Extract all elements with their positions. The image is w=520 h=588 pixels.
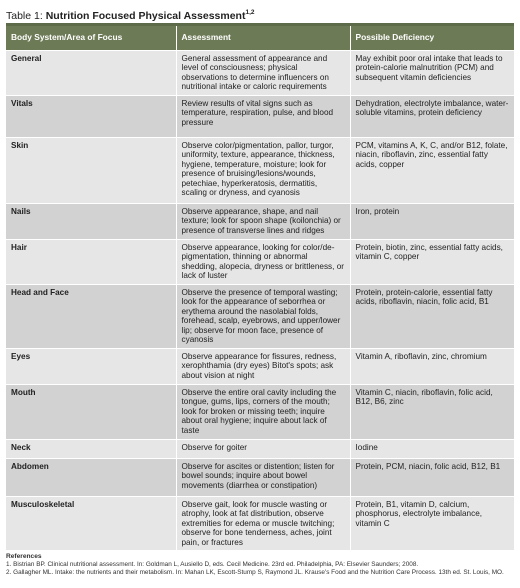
cell-assessment: Observe appearance, shape, and nail texture; look for spoon shape (koilonchia) or presence of transverse lines and ridges xyxy=(176,203,350,239)
cell-system: Head and Face xyxy=(6,284,176,348)
cell-assessment: Observe color/pigmentation, pallor, turgor, uniformity, texture, appearance, thickness, hygiene, temperature, moisture; look for presence of bruising/lesions/wounds, petechiae, hyperkeratosis, dermatitis, scaling or dryness, and cyanosis xyxy=(176,137,350,203)
table-row xyxy=(6,348,514,384)
cell-assessment: General assessment of appearance and level of consciousness; physical observations to determine influencers on nutritional intake or caloric requirements xyxy=(176,50,350,95)
cell-deficiency: Protein, PCM, niacin, folic acid, B12, B1 xyxy=(350,458,514,496)
column-header-deficiency: Possible Deficiency xyxy=(350,26,514,50)
table-row xyxy=(6,137,514,203)
references-heading: References xyxy=(6,553,42,560)
table-header-row xyxy=(6,26,514,50)
cell-deficiency: Dehydration, electrolyte imbalance, water-soluble vitamins, protein deficiency xyxy=(350,95,514,137)
cell-deficiency: Protein, biotin, zinc, essential fatty acids, vitamin C, copper xyxy=(350,239,514,284)
cell-system: General xyxy=(6,50,176,95)
table-row xyxy=(6,496,514,550)
cell-system: Mouth xyxy=(6,384,176,439)
table-title-prefix: Table 1: xyxy=(6,10,46,22)
cell-deficiency: Vitamin A, riboflavin, zinc, chromium xyxy=(350,348,514,384)
references xyxy=(6,553,514,577)
cell-deficiency: Iron, protein xyxy=(350,203,514,239)
cell-assessment: Observe appearance for fissures, redness, xerophthamia (dry eyes) Bitot's spots; ask about vision at night xyxy=(176,348,350,384)
cell-system: Skin xyxy=(6,137,176,203)
table-title xyxy=(6,6,514,22)
cell-system: Hair xyxy=(6,239,176,284)
column-header-system: Body System/Area of Focus xyxy=(6,26,176,50)
reference-item: 2. Gallagher ML. Intake: the nutrients and their metabolism. In: Mahan LK, Escott-Stump S, Raymond JL. Krause's Food and the Nutrition Care Process. 13th ed. St. Louis, MO. xyxy=(6,569,504,576)
cell-system: Eyes xyxy=(6,348,176,384)
cell-assessment: Review results of vital signs such as temperature, respiration, pulse, and blood pressure xyxy=(176,95,350,137)
table-row xyxy=(6,439,514,458)
column-header-assessment: Assessment xyxy=(176,26,350,50)
cell-system: Abdomen xyxy=(6,458,176,496)
assessment-table xyxy=(6,26,514,550)
cell-deficiency: May exhibit poor oral intake that leads to protein-calorie malnutrition (PCM) and subsequent vitamin deficiencies xyxy=(350,50,514,95)
cell-deficiency: Vitamin C, niacin, riboflavin, folic acid, B12, B6, zinc xyxy=(350,384,514,439)
cell-system: Nails xyxy=(6,203,176,239)
cell-system: Musculoskeletal xyxy=(6,496,176,550)
table-row xyxy=(6,50,514,95)
cell-deficiency: Protein, protein-calorie, essential fatty acids, riboflavin, niacin, folic acid, B1 xyxy=(350,284,514,348)
cell-deficiency: PCM, vitamins A, K, C, and/or B12, folate, niacin, riboflavin, zinc, essential fatty acids, copper xyxy=(350,137,514,203)
cell-system: Neck xyxy=(6,439,176,458)
cell-assessment: Observe appearance, looking for color/de-pigmentation, thinning or abnormal shedding, alopecia, dryness or brittleness, or lack of luster xyxy=(176,239,350,284)
cell-assessment: Observe for goiter xyxy=(176,439,350,458)
cell-deficiency: Iodine xyxy=(350,439,514,458)
table-title-superscript: 1,2 xyxy=(245,9,255,16)
table-row xyxy=(6,284,514,348)
table-title-main: Nutrition Focused Physical Assessment xyxy=(45,10,246,22)
reference-item: 1. Bistrian BP. Clinical nutritional assessment. In: Goldman L, Ausiello D, eds. Cecil Medicine. 23rd ed. Philadelphia, PA: Elsevier Saunders; 2008. xyxy=(6,561,419,568)
table-row xyxy=(6,458,514,496)
table-row xyxy=(6,384,514,439)
cell-assessment: Observe the entire oral cavity including the tongue, gums, lips, corners of the mouth; look for broken or missing teeth; inquire about oral hygiene; inquire about lack of taste xyxy=(176,384,350,439)
table-row xyxy=(6,239,514,284)
table-row xyxy=(6,95,514,137)
cell-assessment: Observe gait, look for muscle wasting or atrophy, look at fat distribution, observe extremities for edema or muscle twitching; observe for bone tenderness, aches, joint pain, or fractures xyxy=(176,496,350,550)
cell-assessment: Observe the presence of temporal wasting; look for the appearance of seborrhea or erythema around the nasolabial folds, forehead, scalp, eyebrows, and upper/lower lip; observe for moon face, presence of cyanosis xyxy=(176,284,350,348)
cell-system: Vitals xyxy=(6,95,176,137)
cell-assessment: Observe for ascites or distention; listen for bowel sounds; inquire about bowel movements (diarrhea or constipation) xyxy=(176,458,350,496)
cell-deficiency: Protein, B1, vitamin D, calcium, phosphorus, electrolyte imbalance, vitamin C xyxy=(350,496,514,550)
table-row xyxy=(6,203,514,239)
